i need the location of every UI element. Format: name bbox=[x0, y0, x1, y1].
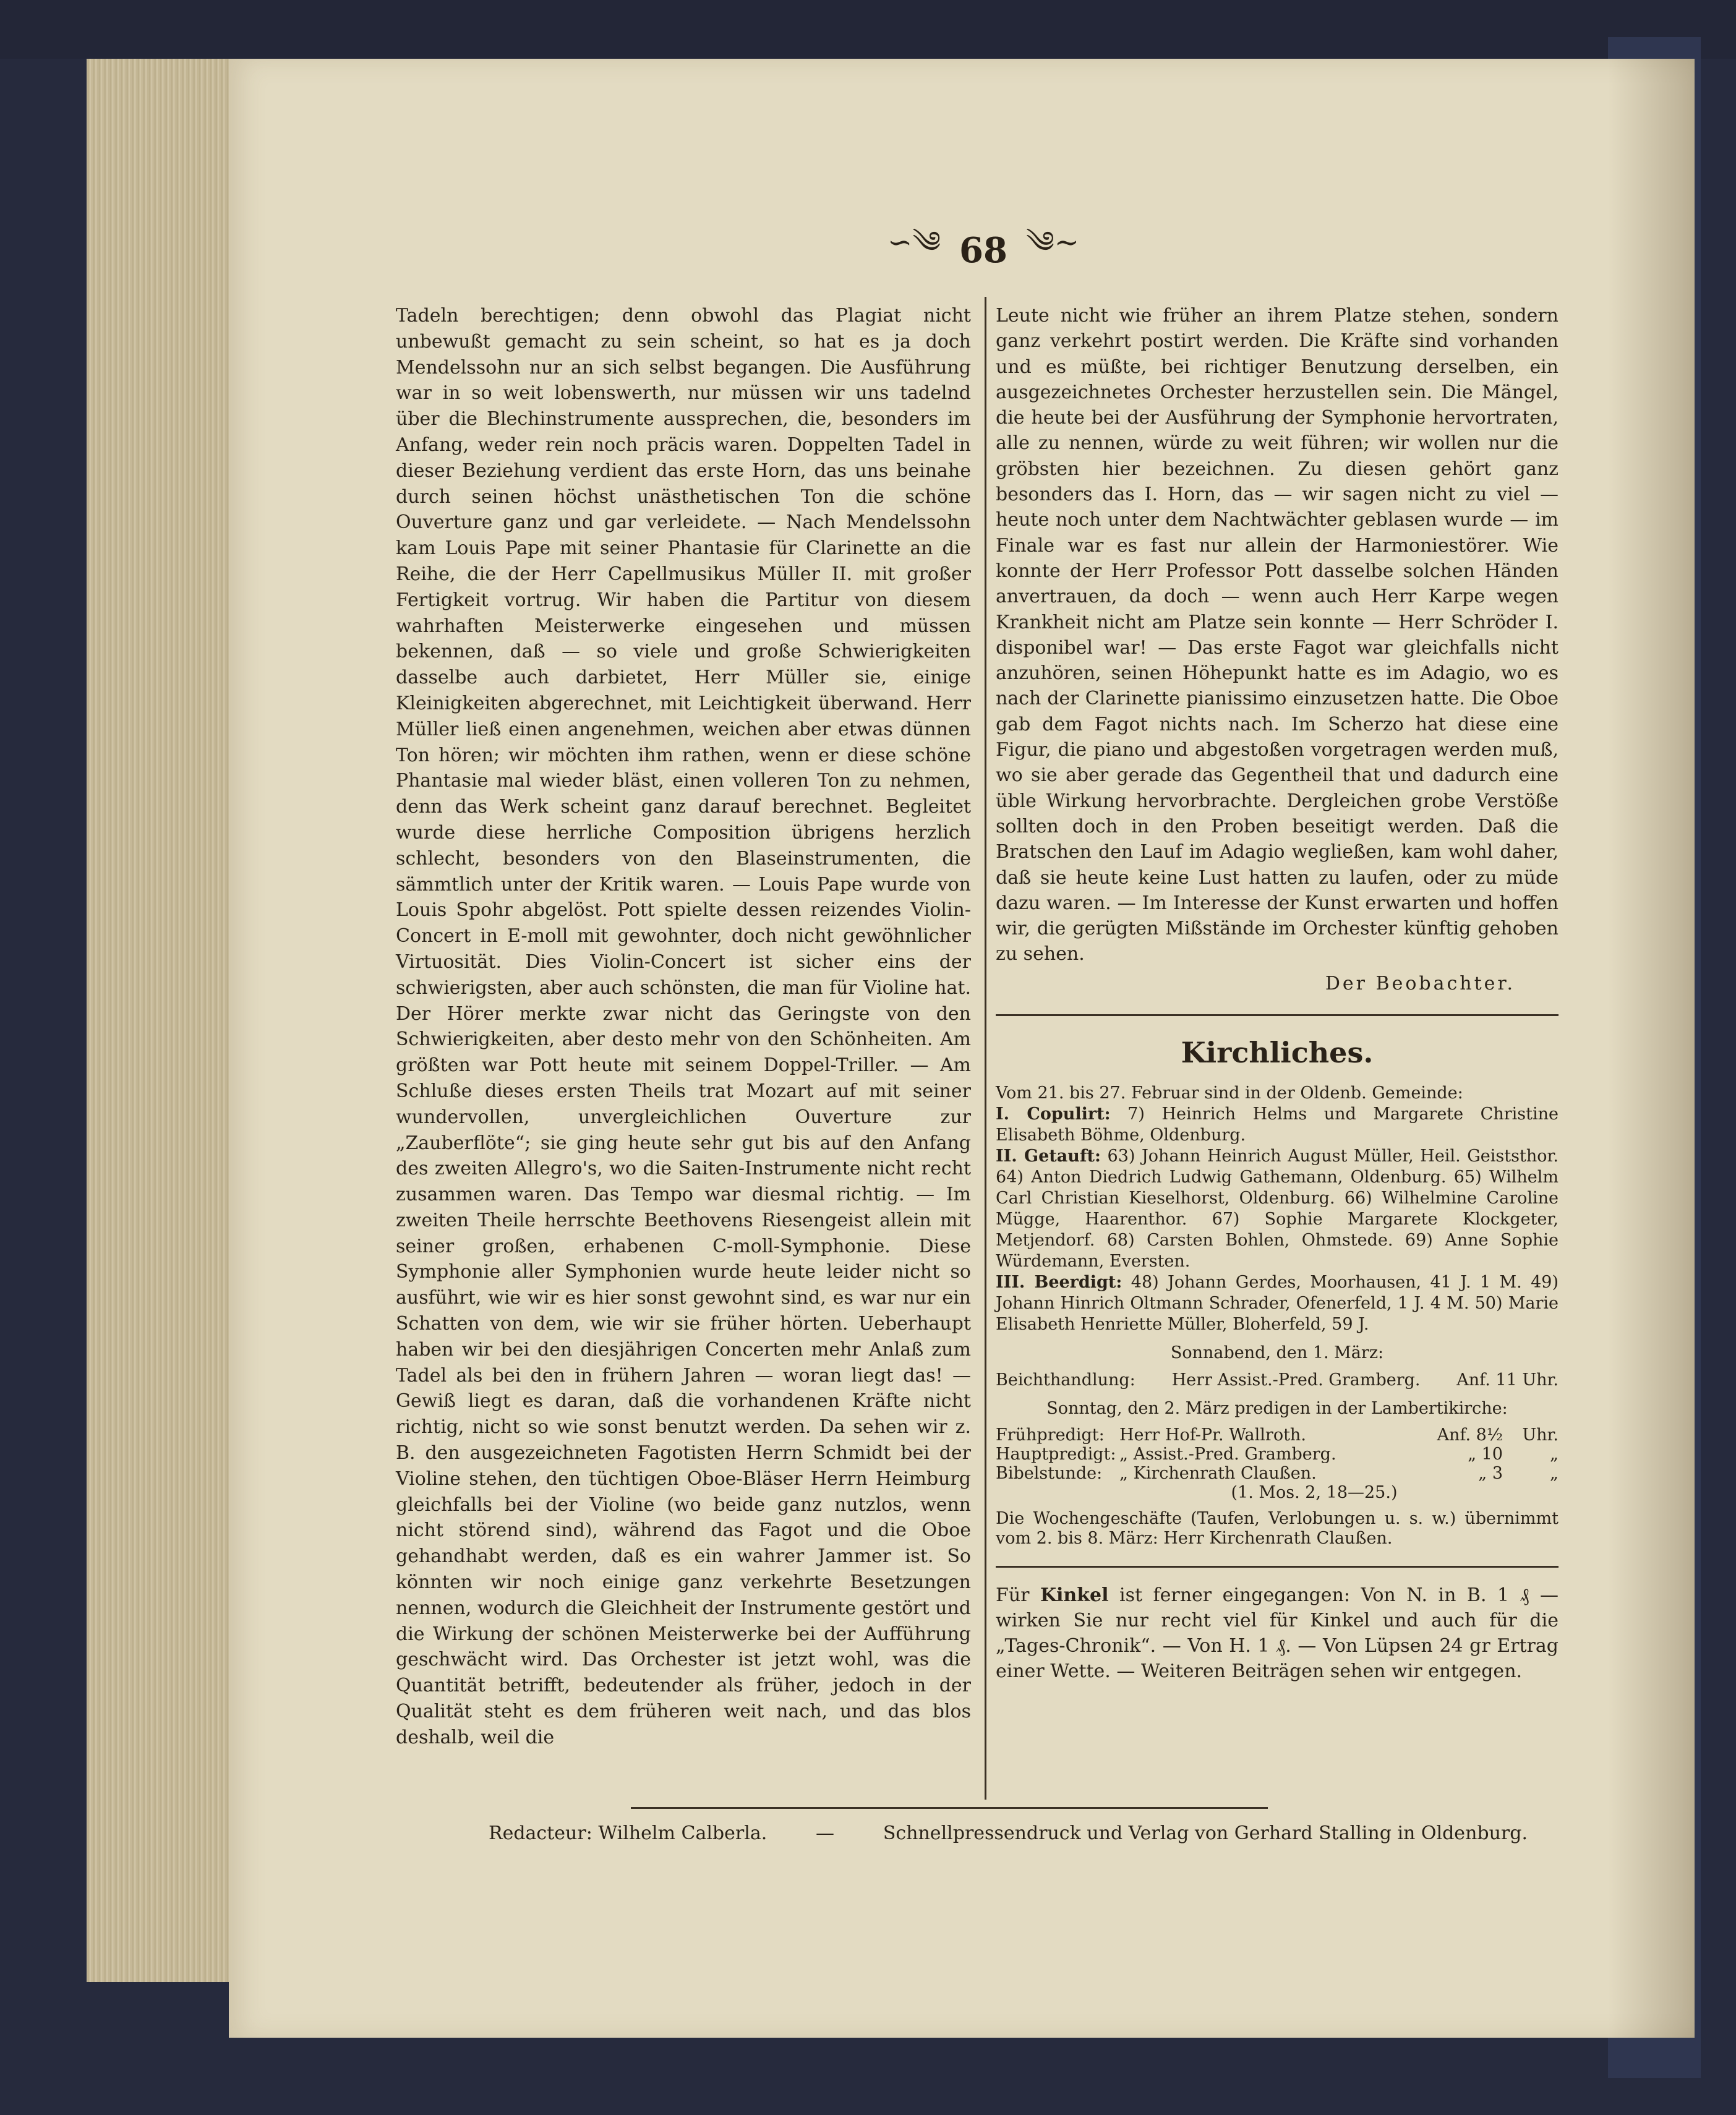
beicht-pastor: Herr Assist.-Pred. Gramberg. bbox=[1171, 1370, 1421, 1390]
service-start: „ 3 bbox=[1478, 1463, 1503, 1483]
service-unit: „ bbox=[1550, 1463, 1559, 1483]
page-block-edge bbox=[87, 59, 241, 1982]
service-label: Bibelstunde: bbox=[996, 1463, 1103, 1483]
bible-verse: (1. Mos. 2, 18—25.) bbox=[1231, 1482, 1398, 1502]
beerdigt-entry bbox=[996, 1272, 1559, 1335]
service-pastor: „ Kirchenrath Claußen. bbox=[1119, 1463, 1317, 1483]
getauft-text: 63) Johann Heinrich August Müller, Heil. Geiststhor. 64) Anton Diedrich Ludwig Gathemann, Oldenburg. 65) Wilhelm Carl Christian Kieselhorst, Oldenburg. 66) Wilhelmine Caroline Mügge, Haarenthor. 67) Sophie Margarete Klockgeter, Metjendorf. 68) Carsten Bohlen, Ohmstede. 69) Anne Sophie Würdemann, Eversten. bbox=[996, 1146, 1559, 1271]
concert-review-continued: Leute nicht wie früher an ihrem Platze stehen, sondern ganz verkehrt postirt werden. Die Kräfte sind vorhanden und es müßte, bei richtiger Benutzung derselben, ein ausgezeichnetes Orchester herzustellen sein. Die Mängel, die heute bei der Ausführung der Symphonie hervortraten, alle zu nennen, würde zu weit führen; wir wollen nur die gröbsten hier bezeichnen. Zu diesen gehört ganz besonders das I. Horn, das — wir sagen nicht zu viel — heute noch unter dem Nachtwächter geblasen wurde — im Finale war es fast nur allein der Harmoniestörer. Wie konnte der Herr Professor Pott dasselbe solchen Händen anvertrauen, da doch — wenn auch Herr Karpe wegen Krankheit nicht am Platze sein konnte — Herr Schröder I. disponibel war! — Das erste Fagot war gleichfalls nicht anzuhören, seinen Höhepunkt hatte es im Adagio, wo es nach der Clarinette pianissimo einzusetzen hatte. Die Oboe gab dem Fagot nichts nach. Im Scherzo hat diese eine Figur, die piano und abgestoßen vorgetragen werden muß, wo sie aber gerade das Gegentheil that und dadurch eine üble Wirkung hervorbrachte. Dergleichen grobe Verstöße sollten doch in den Proben beseitigt werden. Daß die Bratschen den Lauf im Adagio wegließen, kam wohl daher, daß sie heute keine Lust hatten zu laufen, oder zu müde dazu waren. — Im Interesse der Kunst erwarten und hoffen wir, die gerügten Mißstände im Orchester künftig gehoben zu sehen. bbox=[996, 305, 1559, 965]
service-start: Anf. 8½ bbox=[1437, 1425, 1503, 1445]
printer-credit: Schnellpressendruck und Verlag von Gerhard Stalling in Oldenburg. bbox=[883, 1822, 1528, 1844]
footer-dash: — bbox=[816, 1822, 835, 1844]
service-table bbox=[996, 1425, 1559, 1483]
beicht-label: Beichthandlung: bbox=[996, 1370, 1135, 1390]
page-number: 68 bbox=[959, 230, 1007, 271]
section-title-kirchliches: Kirchliches. bbox=[1181, 1035, 1374, 1069]
book-cover-top bbox=[0, 0, 1736, 59]
section-divider bbox=[996, 1014, 1559, 1016]
service-label: Frühpredigt: bbox=[996, 1425, 1105, 1445]
concert-review-text: Tadeln berechtigen; denn obwohl das Plagiat nicht unbewußt gemacht zu sein scheint, so hat es ja doch Mendelssohn nur an sich selbst begangen. Die Ausführung war in so weit lobenswerth, nur müssen wir uns tadelnd über die Blechinstrumente aussprechen, die, besonders im Anfang, weder rein noch präcis waren. Doppelten Tadel in dieser Beziehung verdient das erste Horn, das uns beinahe durch seinen höchst unästhetischen Ton die schöne Ouverture ganz und gar verleidete. — Nach Mendelssohn kam Louis Pape mit seiner Phantasie für Clarinette an die Reihe, die der Herr Capellmusikus Müller II. mit großer Fertigkeit vortrug. Wir haben die Partitur von diesem wahrhaften Meisterwerke eingesehen und müssen bekennen, daß — so viele und große Schwierigkeiten dasselbe auch darbietet, Herr Müller sie, einige Kleinigkeiten abgerechnet, mit Leichtigkeit überwand. Herr Müller ließ einen angenehmen, weichen aber etwas dünnen Ton hören; wir möchten ihm rathen, wenn er diese schöne Phantasie mal wieder bläst, einen volleren Ton zu nehmen, denn das Werk scheint ganz darauf berechnet. Begleitet wurde diese herrliche Composition übrigens herzlich schlecht, besonders von den Blaseinstrumenten, die sämmtlich unter der Kritik waren. — Louis Pape wurde von Louis Spohr abgelöst. Pott spielte dessen reizendes Violin-Concert in E-moll mit gewohnter, doch nicht gewöhnlicher Virtuosität. Dies Violin-Concert ist sicher eins der schwierigsten, aber auch schönsten, die man für Violine hat. Der Hörer merkte zwar nicht das Geringste von den Schwierigkeiten, aber desto mehr von den Schönheiten. Am größten war Pott heute mit seinem Doppel-Triller. — Am Schluße dieses ersten Theils trat Mozart auf mit seiner wundervollen, unvergleichlichen Ouverture zur „Zauberflöte“; sie ging heute sehr gut bis auf den Anfang des zweiten Allegro's, wo die Saiten-Instrumente nicht recht zusammen waren. Das Tempo war diesmal richtig. — Im zweiten Theile herrschte Beethovens Riesengeist allein mit seiner großen, erhabenen C-moll-Symphonie. Diese Symphonie aller Symphonien wurde heute leider nicht so ausführt, wie wir es hier sonst gewohnt sind, es war nur ein Schatten von dem, wie wir sie früher hörten. Ueberhaupt haben wir bei den diesjährigen Concerten mehr Anlaß zum Tadel als bei den in frühern Jahren — woran liegt das! — Gewiß liegt es daran, daß die vorhandenen Kräfte nicht richtig, nicht so wie sonst benutzt werden. Da sehen wir z. B. den ausgezeichneten Fagotisten Herrn Schmidt bei der Violine stehen, den tüchtigen Oboe-Bläser Herrn Heimburg gleichfalls bei der Violine (wo beide ganz nutzlos, wenn nicht störend sind), während das Fagot und die Oboe gehandhabt werden, daß es ein wahrer Jammer ist. So könnten wir noch einige ganz verkehrte Besetzungen nennen, wodurch die Gleichheit der Instrumente gestört und die Wirkung der schönen Meisterwerke bei der Aufführung geschwächt wird. Das Orchester ist jetzt wohl, was die Quantität betrifft, bedeutender als früher, jedoch in der Qualität steht es dem früheren weit nach, und das blos deshalb, weil die bbox=[396, 305, 971, 1748]
editor-credit: Redacteur: Wilhelm Calberla. bbox=[489, 1822, 768, 1844]
sunday-heading: Sonntag, den 2. März predigen in der Lambertikirche: bbox=[1046, 1398, 1508, 1418]
copulirt-entry bbox=[996, 1104, 1559, 1146]
service-pastor: „ Assist.-Pred. Gramberg. bbox=[1119, 1444, 1336, 1464]
kinkel-lead: Für bbox=[996, 1584, 1030, 1606]
service-pastor: Herr Hof-Pr. Wallroth. bbox=[1119, 1425, 1306, 1445]
footer-rule bbox=[631, 1807, 1268, 1809]
beicht-time: Anf. 11 Uhr. bbox=[1456, 1370, 1559, 1390]
ornament-left-icon: ∽༄ bbox=[887, 224, 941, 260]
kinkel-donations bbox=[996, 1583, 1559, 1684]
service-label: Hauptpredigt: bbox=[996, 1444, 1116, 1464]
service-unit: „ bbox=[1550, 1444, 1559, 1464]
getauft-label: II. Getauft: bbox=[996, 1146, 1101, 1166]
column-divider bbox=[985, 297, 986, 1800]
beerdigt-text: 48) Johann Gerdes, Moorhausen, 41 J. 1 M. 49) Johann Hinrich Oltmann Schrader, Ofenerfeld, 1 J. 4 M. 50) Marie Elisabeth Henriette Müller, Bloherfeld, 59 J. bbox=[996, 1272, 1559, 1334]
kinkel-text: ist ferner eingegangen: Von N. in B. 1 ₰ — wirken Sie nur recht viel für Kinkel und auch für die „Tages-Chronik“. — Von H. 1 ₰. — Von Lüpsen 24 gr Ertrag einer Wette. — Weiteren Beiträgen sehen wir entgegen. bbox=[996, 1584, 1559, 1682]
imprint-footer bbox=[489, 1821, 1528, 1846]
page-header bbox=[853, 224, 1113, 272]
beicht-row bbox=[996, 1370, 1559, 1391]
section-divider bbox=[996, 1566, 1559, 1568]
ornament-right-icon: ༄∼ bbox=[1025, 224, 1080, 260]
copulirt-label: I. Copulirt: bbox=[996, 1104, 1111, 1124]
spine-shadow bbox=[1608, 59, 1695, 2038]
service-unit: Uhr. bbox=[1522, 1425, 1559, 1445]
kirchliches-intro: Vom 21. bis 27. Februar sind in der Oldenb. Gemeinde: bbox=[996, 1083, 1463, 1103]
saturday-heading: Sonnabend, den 1. März: bbox=[1170, 1343, 1384, 1362]
review-signature: Der Beobachter. bbox=[1325, 972, 1515, 994]
getauft-entry bbox=[996, 1146, 1559, 1272]
right-column bbox=[996, 303, 1559, 1684]
beerdigt-label: III. Beerdigt: bbox=[996, 1272, 1122, 1292]
copulirt-text: 7) Heinrich Helms und Margarete Christine Elisabeth Böhme, Oldenburg. bbox=[996, 1104, 1559, 1145]
service-start: „ 10 bbox=[1468, 1444, 1503, 1464]
kinkel-name: Kinkel bbox=[1040, 1584, 1109, 1606]
weekly-duties-note: Die Wochengeschäfte (Taufen, Verlobungen u. s. w.) übernimmt vom 2. bis 8. März: Herr Kirchenrath Claußen. bbox=[996, 1508, 1559, 1548]
left-column bbox=[396, 303, 971, 1751]
